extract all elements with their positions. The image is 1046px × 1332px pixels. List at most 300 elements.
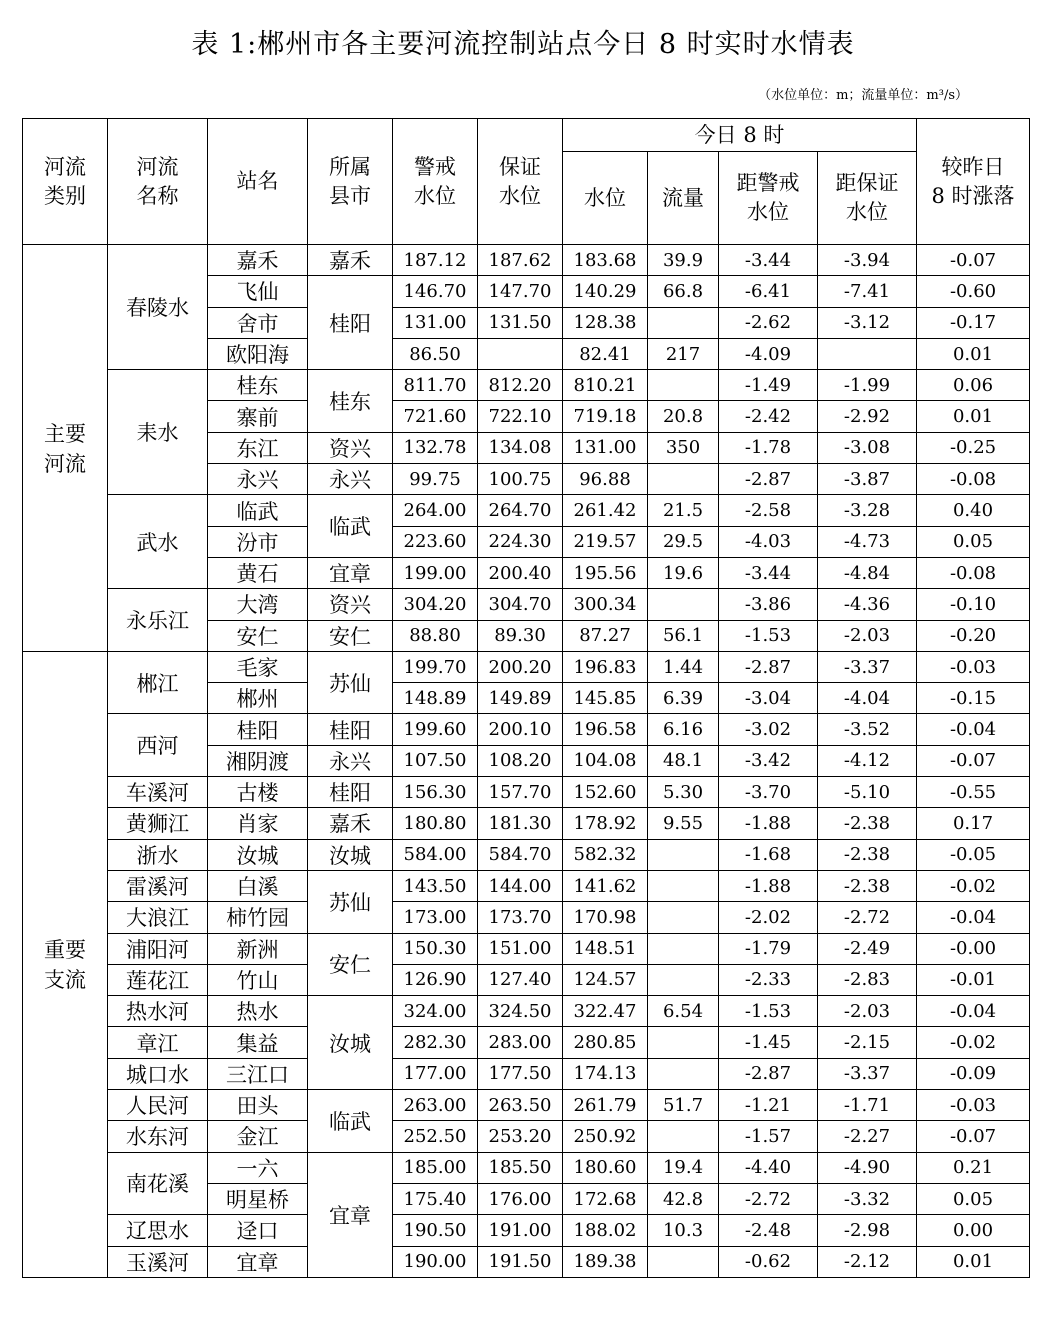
table-body xyxy=(23,245,1030,1278)
header-county: 所属 县市 xyxy=(308,119,393,245)
change-cell: 0.05 xyxy=(917,1183,1030,1214)
county-cell: 桂阳 xyxy=(308,777,393,808)
station-cell: 毛家 xyxy=(208,651,308,682)
header-flow: 流量 xyxy=(648,152,719,245)
change-cell: -0.04 xyxy=(917,714,1030,745)
water-level-cell: 82.41 xyxy=(563,338,648,369)
flow-cell xyxy=(648,839,719,870)
table-row xyxy=(23,902,1030,933)
flow-cell: 20.8 xyxy=(648,401,719,432)
station-cell: 金江 xyxy=(208,1121,308,1152)
to-warning-cell: -3.86 xyxy=(719,589,818,620)
change-cell: -0.01 xyxy=(917,964,1030,995)
to-guarantee-cell: -5.10 xyxy=(818,777,917,808)
to-warning-cell: -3.42 xyxy=(719,745,818,776)
to-warning-cell: -1.53 xyxy=(719,996,818,1027)
river-name-cell: 玉溪河 xyxy=(108,1246,208,1277)
to-guarantee-cell: -3.37 xyxy=(818,651,917,682)
change-cell: 0.06 xyxy=(917,370,1030,401)
station-cell: 寨前 xyxy=(208,401,308,432)
flow-cell xyxy=(648,1121,719,1152)
river-name-cell: 大浪江 xyxy=(108,902,208,933)
warning-level-cell: 126.90 xyxy=(393,964,478,995)
water-level-cell: 141.62 xyxy=(563,870,648,901)
category-cell: 主要 河流 xyxy=(23,245,108,652)
river-name-cell: 黄狮江 xyxy=(108,808,208,839)
water-level-cell: 196.83 xyxy=(563,651,648,682)
to-guarantee-cell: -3.12 xyxy=(818,307,917,338)
flow-cell xyxy=(648,902,719,933)
header-change: 较昨日 8 时涨落 xyxy=(917,119,1030,245)
water-level-cell: 183.68 xyxy=(563,245,648,276)
change-cell: -0.10 xyxy=(917,589,1030,620)
table-row xyxy=(23,1090,1030,1121)
guarantee-level-cell: 89.30 xyxy=(478,620,563,651)
station-cell: 三江口 xyxy=(208,1058,308,1089)
warning-level-cell: 132.78 xyxy=(393,432,478,463)
to-guarantee-cell: -3.87 xyxy=(818,464,917,495)
river-name-cell: 城口水 xyxy=(108,1058,208,1089)
to-warning-cell: -1.88 xyxy=(719,808,818,839)
river-name-cell: 春陵水 xyxy=(108,245,208,370)
county-cell: 宜章 xyxy=(308,557,393,588)
to-guarantee-cell: -2.98 xyxy=(818,1215,917,1246)
flow-cell: 51.7 xyxy=(648,1090,719,1121)
river-name-cell: 郴江 xyxy=(108,651,208,714)
change-cell: -0.03 xyxy=(917,651,1030,682)
to-warning-cell: -2.62 xyxy=(719,307,818,338)
river-name-cell: 热水河 xyxy=(108,996,208,1027)
county-cell: 安仁 xyxy=(308,620,393,651)
county-cell: 资兴 xyxy=(308,432,393,463)
station-cell: 田头 xyxy=(208,1090,308,1121)
table-row xyxy=(23,808,1030,839)
to-warning-cell: -3.44 xyxy=(719,245,818,276)
station-cell: 桂阳 xyxy=(208,714,308,745)
river-name-cell: 浦阳河 xyxy=(108,933,208,964)
warning-level-cell: 173.00 xyxy=(393,902,478,933)
change-cell: -0.20 xyxy=(917,620,1030,651)
flow-cell: 10.3 xyxy=(648,1215,719,1246)
change-cell: -0.17 xyxy=(917,307,1030,338)
to-warning-cell: -4.40 xyxy=(719,1152,818,1183)
warning-level-cell: 185.00 xyxy=(393,1152,478,1183)
warning-level-cell: 199.70 xyxy=(393,651,478,682)
to-warning-cell: -1.57 xyxy=(719,1121,818,1152)
to-guarantee-cell: -3.32 xyxy=(818,1183,917,1214)
to-guarantee-cell: -3.08 xyxy=(818,432,917,463)
water-level-cell: 582.32 xyxy=(563,839,648,870)
water-level-cell: 300.34 xyxy=(563,589,648,620)
change-cell: -0.25 xyxy=(917,432,1030,463)
to-guarantee-cell: -4.04 xyxy=(818,683,917,714)
guarantee-level-cell: 149.89 xyxy=(478,683,563,714)
header-guarantee-level: 保证 水位 xyxy=(478,119,563,245)
warning-level-cell: 324.00 xyxy=(393,996,478,1027)
station-cell: 东江 xyxy=(208,432,308,463)
station-cell: 白溪 xyxy=(208,870,308,901)
flow-cell xyxy=(648,964,719,995)
table-row xyxy=(23,1058,1030,1089)
station-cell: 迳口 xyxy=(208,1215,308,1246)
to-warning-cell: -1.21 xyxy=(719,1090,818,1121)
county-cell: 嘉禾 xyxy=(308,808,393,839)
to-warning-cell: -1.45 xyxy=(719,1027,818,1058)
station-cell: 飞仙 xyxy=(208,276,308,307)
change-cell: -0.05 xyxy=(917,839,1030,870)
guarantee-level-cell: 191.50 xyxy=(478,1246,563,1277)
flow-cell xyxy=(648,870,719,901)
water-level-cell: 140.29 xyxy=(563,276,648,307)
to-warning-cell: -3.02 xyxy=(719,714,818,745)
station-cell: 桂东 xyxy=(208,370,308,401)
river-name-cell: 南花溪 xyxy=(108,1152,208,1215)
station-cell: 欧阳海 xyxy=(208,338,308,369)
to-warning-cell: -6.41 xyxy=(719,276,818,307)
water-level-cell: 196.58 xyxy=(563,714,648,745)
table-row xyxy=(23,370,1030,401)
to-warning-cell: -2.33 xyxy=(719,964,818,995)
guarantee-level-cell: 200.40 xyxy=(478,557,563,588)
guarantee-level-cell: 185.50 xyxy=(478,1152,563,1183)
change-cell: -0.07 xyxy=(917,745,1030,776)
water-level-table xyxy=(22,118,1030,1278)
water-level-cell: 261.79 xyxy=(563,1090,648,1121)
to-warning-cell: -2.42 xyxy=(719,401,818,432)
water-level-cell: 180.60 xyxy=(563,1152,648,1183)
station-cell: 宜章 xyxy=(208,1246,308,1277)
flow-cell: 1.44 xyxy=(648,651,719,682)
table-row xyxy=(23,589,1030,620)
table-row xyxy=(23,933,1030,964)
table-row xyxy=(23,245,1030,276)
flow-cell: 21.5 xyxy=(648,495,719,526)
warning-level-cell: 304.20 xyxy=(393,589,478,620)
change-cell: -0.00 xyxy=(917,933,1030,964)
guarantee-level-cell: 181.30 xyxy=(478,808,563,839)
station-cell: 肖家 xyxy=(208,808,308,839)
warning-level-cell: 721.60 xyxy=(393,401,478,432)
guarantee-level-cell: 151.00 xyxy=(478,933,563,964)
station-cell: 热水 xyxy=(208,996,308,1027)
flow-cell: 19.6 xyxy=(648,557,719,588)
station-cell: 一六 xyxy=(208,1152,308,1183)
change-cell: -0.15 xyxy=(917,683,1030,714)
county-cell: 汝城 xyxy=(308,996,393,1090)
warning-level-cell: 187.12 xyxy=(393,245,478,276)
water-level-cell: 131.00 xyxy=(563,432,648,463)
table-title: 表 1:郴州市各主要河流控制站点今日 8 时实时水情表 xyxy=(191,29,855,60)
change-cell: 0.01 xyxy=(917,1246,1030,1277)
table-row xyxy=(23,1215,1030,1246)
guarantee-level-cell: 304.70 xyxy=(478,589,563,620)
water-level-cell: 810.21 xyxy=(563,370,648,401)
change-cell: -0.04 xyxy=(917,996,1030,1027)
water-level-cell: 219.57 xyxy=(563,526,648,557)
water-level-cell: 152.60 xyxy=(563,777,648,808)
change-cell: -0.60 xyxy=(917,276,1030,307)
station-cell: 舍市 xyxy=(208,307,308,338)
guarantee-level-cell: 191.00 xyxy=(478,1215,563,1246)
county-cell: 嘉禾 xyxy=(308,245,393,276)
county-cell: 安仁 xyxy=(308,933,393,996)
guarantee-level-cell: 584.70 xyxy=(478,839,563,870)
county-cell: 桂阳 xyxy=(308,276,393,370)
warning-level-cell: 811.70 xyxy=(393,370,478,401)
county-cell: 永兴 xyxy=(308,464,393,495)
county-cell: 永兴 xyxy=(308,745,393,776)
to-warning-cell: -3.04 xyxy=(719,683,818,714)
station-cell: 汝城 xyxy=(208,839,308,870)
warning-level-cell: 99.75 xyxy=(393,464,478,495)
water-level-cell: 128.38 xyxy=(563,307,648,338)
flow-cell: 56.1 xyxy=(648,620,719,651)
warning-level-cell: 150.30 xyxy=(393,933,478,964)
river-name-cell: 人民河 xyxy=(108,1090,208,1121)
warning-level-cell: 264.00 xyxy=(393,495,478,526)
county-cell: 苏仙 xyxy=(308,651,393,714)
guarantee-level-cell: 131.50 xyxy=(478,307,563,338)
to-guarantee-cell: -2.12 xyxy=(818,1246,917,1277)
guarantee-level-cell: 127.40 xyxy=(478,964,563,995)
station-cell: 集益 xyxy=(208,1027,308,1058)
guarantee-level-cell: 134.08 xyxy=(478,432,563,463)
river-name-cell: 水东河 xyxy=(108,1121,208,1152)
change-cell: 0.01 xyxy=(917,338,1030,369)
water-level-cell: 188.02 xyxy=(563,1215,648,1246)
change-cell: 0.00 xyxy=(917,1215,1030,1246)
county-cell: 资兴 xyxy=(308,589,393,620)
station-cell: 明星桥 xyxy=(208,1183,308,1214)
table-row xyxy=(23,495,1030,526)
to-guarantee-cell: -2.38 xyxy=(818,839,917,870)
flow-cell xyxy=(648,1246,719,1277)
flow-cell xyxy=(648,1027,719,1058)
water-level-cell: 104.08 xyxy=(563,745,648,776)
guarantee-level-cell: 187.62 xyxy=(478,245,563,276)
to-warning-cell: -2.72 xyxy=(719,1183,818,1214)
to-warning-cell: -1.68 xyxy=(719,839,818,870)
station-cell: 黄石 xyxy=(208,557,308,588)
flow-cell: 6.54 xyxy=(648,996,719,1027)
warning-level-cell: 190.00 xyxy=(393,1246,478,1277)
water-level-cell: 174.13 xyxy=(563,1058,648,1089)
river-name-cell: 武水 xyxy=(108,495,208,589)
station-cell: 新洲 xyxy=(208,933,308,964)
river-name-cell: 耒水 xyxy=(108,370,208,495)
guarantee-level-cell: 200.10 xyxy=(478,714,563,745)
change-cell: -0.09 xyxy=(917,1058,1030,1089)
warning-level-cell: 107.50 xyxy=(393,745,478,776)
flow-cell: 19.4 xyxy=(648,1152,719,1183)
to-guarantee-cell: -3.94 xyxy=(818,245,917,276)
to-guarantee-cell: -2.03 xyxy=(818,996,917,1027)
warning-level-cell: 177.00 xyxy=(393,1058,478,1089)
warning-level-cell: 175.40 xyxy=(393,1183,478,1214)
water-level-cell: 178.92 xyxy=(563,808,648,839)
guarantee-level-cell xyxy=(478,338,563,369)
to-warning-cell: -1.79 xyxy=(719,933,818,964)
flow-cell xyxy=(648,307,719,338)
warning-level-cell: 252.50 xyxy=(393,1121,478,1152)
to-guarantee-cell: -4.12 xyxy=(818,745,917,776)
guarantee-level-cell: 100.75 xyxy=(478,464,563,495)
to-warning-cell: -2.58 xyxy=(719,495,818,526)
to-guarantee-cell: -2.15 xyxy=(818,1027,917,1058)
guarantee-level-cell: 144.00 xyxy=(478,870,563,901)
header-station: 站名 xyxy=(208,119,308,245)
water-level-cell: 172.68 xyxy=(563,1183,648,1214)
to-warning-cell: -2.02 xyxy=(719,902,818,933)
change-cell: 0.21 xyxy=(917,1152,1030,1183)
water-level-cell: 322.47 xyxy=(563,996,648,1027)
guarantee-level-cell: 157.70 xyxy=(478,777,563,808)
to-guarantee-cell: -4.36 xyxy=(818,589,917,620)
water-level-cell: 280.85 xyxy=(563,1027,648,1058)
to-guarantee-cell: -2.38 xyxy=(818,808,917,839)
flow-cell: 9.55 xyxy=(648,808,719,839)
water-level-cell: 261.42 xyxy=(563,495,648,526)
river-name-cell: 雷溪河 xyxy=(108,870,208,901)
to-guarantee-cell xyxy=(818,338,917,369)
change-cell: 0.01 xyxy=(917,401,1030,432)
change-cell: 0.40 xyxy=(917,495,1030,526)
warning-level-cell: 146.70 xyxy=(393,276,478,307)
table-row xyxy=(23,1246,1030,1277)
warning-level-cell: 180.80 xyxy=(393,808,478,839)
warning-level-cell: 584.00 xyxy=(393,839,478,870)
guarantee-level-cell: 224.30 xyxy=(478,526,563,557)
station-cell: 安仁 xyxy=(208,620,308,651)
header-level: 水位 xyxy=(563,152,648,245)
table-row xyxy=(23,1152,1030,1183)
water-level-cell: 148.51 xyxy=(563,933,648,964)
to-warning-cell: -1.88 xyxy=(719,870,818,901)
guarantee-level-cell: 264.70 xyxy=(478,495,563,526)
change-cell: -0.04 xyxy=(917,902,1030,933)
header-today-8am: 今日 8 时 xyxy=(563,119,917,152)
water-level-cell: 250.92 xyxy=(563,1121,648,1152)
station-cell: 郴州 xyxy=(208,683,308,714)
to-guarantee-cell: -1.71 xyxy=(818,1090,917,1121)
to-guarantee-cell: -2.03 xyxy=(818,620,917,651)
table-row xyxy=(23,777,1030,808)
to-guarantee-cell: -2.49 xyxy=(818,933,917,964)
change-cell: -0.03 xyxy=(917,1090,1030,1121)
flow-cell: 66.8 xyxy=(648,276,719,307)
to-guarantee-cell: -2.38 xyxy=(818,870,917,901)
to-guarantee-cell: -2.92 xyxy=(818,401,917,432)
to-warning-cell: -1.78 xyxy=(719,432,818,463)
header-river: 河流 名称 xyxy=(108,119,208,245)
guarantee-level-cell: 147.70 xyxy=(478,276,563,307)
water-level-cell: 189.38 xyxy=(563,1246,648,1277)
flow-cell xyxy=(648,933,719,964)
county-cell: 临武 xyxy=(308,495,393,558)
station-cell: 嘉禾 xyxy=(208,245,308,276)
river-name-cell: 西河 xyxy=(108,714,208,777)
water-level-cell: 170.98 xyxy=(563,902,648,933)
county-cell: 宜章 xyxy=(308,1152,393,1277)
warning-level-cell: 199.60 xyxy=(393,714,478,745)
table-row xyxy=(23,964,1030,995)
to-guarantee-cell: -1.99 xyxy=(818,370,917,401)
warning-level-cell: 223.60 xyxy=(393,526,478,557)
header-category: 河流 类别 xyxy=(23,119,108,245)
to-guarantee-cell: -4.73 xyxy=(818,526,917,557)
flow-cell: 39.9 xyxy=(648,245,719,276)
flow-cell: 217 xyxy=(648,338,719,369)
to-warning-cell: -3.44 xyxy=(719,557,818,588)
to-warning-cell: -2.48 xyxy=(719,1215,818,1246)
to-warning-cell: -2.87 xyxy=(719,1058,818,1089)
station-cell: 临武 xyxy=(208,495,308,526)
to-guarantee-cell: -7.41 xyxy=(818,276,917,307)
station-cell: 大湾 xyxy=(208,589,308,620)
change-cell: -0.02 xyxy=(917,870,1030,901)
category-cell: 重要 支流 xyxy=(23,651,108,1277)
to-warning-cell: -2.87 xyxy=(719,464,818,495)
river-name-cell: 浙水 xyxy=(108,839,208,870)
change-cell: -0.02 xyxy=(917,1027,1030,1058)
guarantee-level-cell: 263.50 xyxy=(478,1090,563,1121)
to-guarantee-cell: -2.27 xyxy=(818,1121,917,1152)
station-cell: 古楼 xyxy=(208,777,308,808)
warning-level-cell: 263.00 xyxy=(393,1090,478,1121)
warning-level-cell: 143.50 xyxy=(393,870,478,901)
warning-level-cell: 156.30 xyxy=(393,777,478,808)
guarantee-level-cell: 283.00 xyxy=(478,1027,563,1058)
warning-level-cell: 190.50 xyxy=(393,1215,478,1246)
table-row xyxy=(23,1027,1030,1058)
to-warning-cell: -0.62 xyxy=(719,1246,818,1277)
water-level-cell: 96.88 xyxy=(563,464,648,495)
table-row xyxy=(23,839,1030,870)
guarantee-level-cell: 173.70 xyxy=(478,902,563,933)
warning-level-cell: 148.89 xyxy=(393,683,478,714)
header-warning-level: 警戒 水位 xyxy=(393,119,478,245)
flow-cell: 42.8 xyxy=(648,1183,719,1214)
water-level-cell: 87.27 xyxy=(563,620,648,651)
station-cell: 湘阴渡 xyxy=(208,745,308,776)
change-cell: -0.07 xyxy=(917,1121,1030,1152)
to-warning-cell: -1.53 xyxy=(719,620,818,651)
to-warning-cell: -4.03 xyxy=(719,526,818,557)
guarantee-level-cell: 177.50 xyxy=(478,1058,563,1089)
river-name-cell: 章江 xyxy=(108,1027,208,1058)
flow-cell: 5.30 xyxy=(648,777,719,808)
guarantee-level-cell: 722.10 xyxy=(478,401,563,432)
county-cell: 苏仙 xyxy=(308,870,393,933)
station-cell: 柿竹园 xyxy=(208,902,308,933)
station-cell: 汾市 xyxy=(208,526,308,557)
table-row xyxy=(23,651,1030,682)
header-to-warning: 距警戒 水位 xyxy=(719,152,818,245)
station-cell: 竹山 xyxy=(208,964,308,995)
to-warning-cell: -3.70 xyxy=(719,777,818,808)
water-level-cell: 719.18 xyxy=(563,401,648,432)
flow-cell xyxy=(648,1058,719,1089)
change-cell: 0.05 xyxy=(917,526,1030,557)
flow-cell xyxy=(648,464,719,495)
warning-level-cell: 88.80 xyxy=(393,620,478,651)
units-note: （水位单位：m；流量单位：m³/s） xyxy=(758,88,968,103)
flow-cell: 29.5 xyxy=(648,526,719,557)
table-row xyxy=(23,1121,1030,1152)
to-warning-cell: -1.49 xyxy=(719,370,818,401)
guarantee-level-cell: 108.20 xyxy=(478,745,563,776)
water-level-cell: 195.56 xyxy=(563,557,648,588)
